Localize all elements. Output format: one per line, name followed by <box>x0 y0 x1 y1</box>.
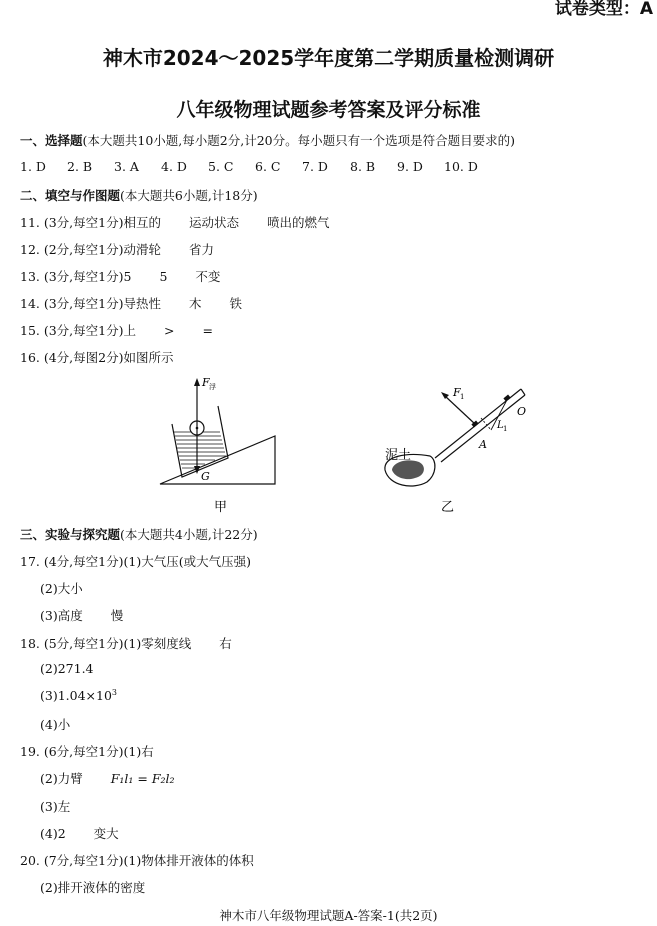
force-f1-sub: 1 <box>460 393 465 401</box>
mcq-answer-7: 7. D <box>302 159 328 174</box>
answer-q17-3: (3)高度 慢 <box>40 608 124 623</box>
container-shape <box>172 406 228 477</box>
mcq-answer-5: 5. C <box>208 159 234 174</box>
mcq-answer-8: 8. B <box>350 159 376 174</box>
buoyancy-label: F <box>202 376 210 389</box>
soil-label: 泥土 <box>385 448 412 463</box>
answer-q11: 11. (3分,每空1分)相互的 运动状态 喷出的燃气 <box>20 215 330 230</box>
paper-type-label: 试卷类型：A <box>554 0 653 19</box>
mcq-answer-1: 1. D <box>20 159 46 174</box>
incline-shape <box>160 436 275 484</box>
section-2-heading: 二、填空与作图题(本大题共6小题,计18分) <box>20 188 258 203</box>
section-3-heading: 三、实验与探究题(本大题共4小题,计22分) <box>20 527 258 542</box>
answer-q19-3: (3)左 <box>40 799 71 814</box>
arm-l1-label: L <box>497 420 504 431</box>
mcq-answer-6: 6. C <box>255 159 281 174</box>
figure-yi-caption: 乙 <box>441 500 455 515</box>
mcq-answer-10: 10. D <box>444 159 478 174</box>
mcq-answer-2: 2. B <box>67 159 93 174</box>
point-a-label: A <box>479 438 487 451</box>
answer-q19-2: (2)力臂 F₁l₁ = F₂l₂ <box>40 771 175 786</box>
answer-q17-1: 17. (4分,每空1分)(1)大气压(或大气压强) <box>20 554 251 569</box>
answer-q16: 16. (4分,每图2分)如图所示 <box>20 350 174 365</box>
answer-q17-2: (2)大小 <box>40 581 83 596</box>
gravity-label: G <box>201 470 210 483</box>
answer-q18-4: (4)小 <box>40 717 71 732</box>
answer-q13: 13. (3分,每空1分)5 5 不变 <box>20 269 221 284</box>
answer-q12: 12. (2分,每空1分)动滑轮 省力 <box>20 242 215 257</box>
section-1-heading: 一、选择题(本大题共10小题,每小题2分,计20分。每小题只有一个选项是符合题目要求的) <box>20 133 515 148</box>
figure-jia <box>150 372 290 517</box>
buoyancy-arrow <box>194 378 200 386</box>
figure-jia-caption: 甲 <box>214 500 228 515</box>
answer-q15: 15. (3分,每空1分)上 > = <box>20 323 213 338</box>
exam-title: 神木市2024～2025学年度第二学期质量检测调研 <box>102 46 555 70</box>
figure-yi <box>375 378 540 518</box>
answer-q19-4: (4)2 变大 <box>40 826 119 841</box>
answer-q14: 14. (3分,每空1分)导热性 木 铁 <box>20 296 243 311</box>
answer-q20-1: 20. (7分,每空1分)(1)物体排开液体的体积 <box>20 853 254 868</box>
arm-l1-sub: 1 <box>503 425 508 433</box>
answer-key-title: 八年级物理试题参考答案及评分标准 <box>176 99 481 121</box>
mcq-answer-3: 3. A <box>114 159 139 174</box>
point-o-label: O <box>517 405 527 418</box>
page-footer: 神木市八年级物理试题A-答案-1(共2页) <box>219 908 438 923</box>
mcq-answer-4: 4. D <box>161 159 187 174</box>
force-f1-label: F <box>453 386 461 399</box>
answer-q18-2: (2)271.4 <box>40 661 94 676</box>
lever-formula: F₁l₁ = F₂l₂ <box>110 771 175 786</box>
answer-q18-3: $(3)1.04\times 10^3$ <box>40 688 118 704</box>
answer-q18-1: 18. (5分,每空1分)(1)零刻度线 右 <box>20 636 232 651</box>
answer-q20-2: (2)排开液体的密度 <box>40 880 146 895</box>
answer-q19-1: 19. (6分,每空1分)(1)右 <box>20 744 154 759</box>
mcq-answer-9: 9. D <box>397 159 423 174</box>
buoyancy-label-sub: 浮 <box>209 383 216 391</box>
